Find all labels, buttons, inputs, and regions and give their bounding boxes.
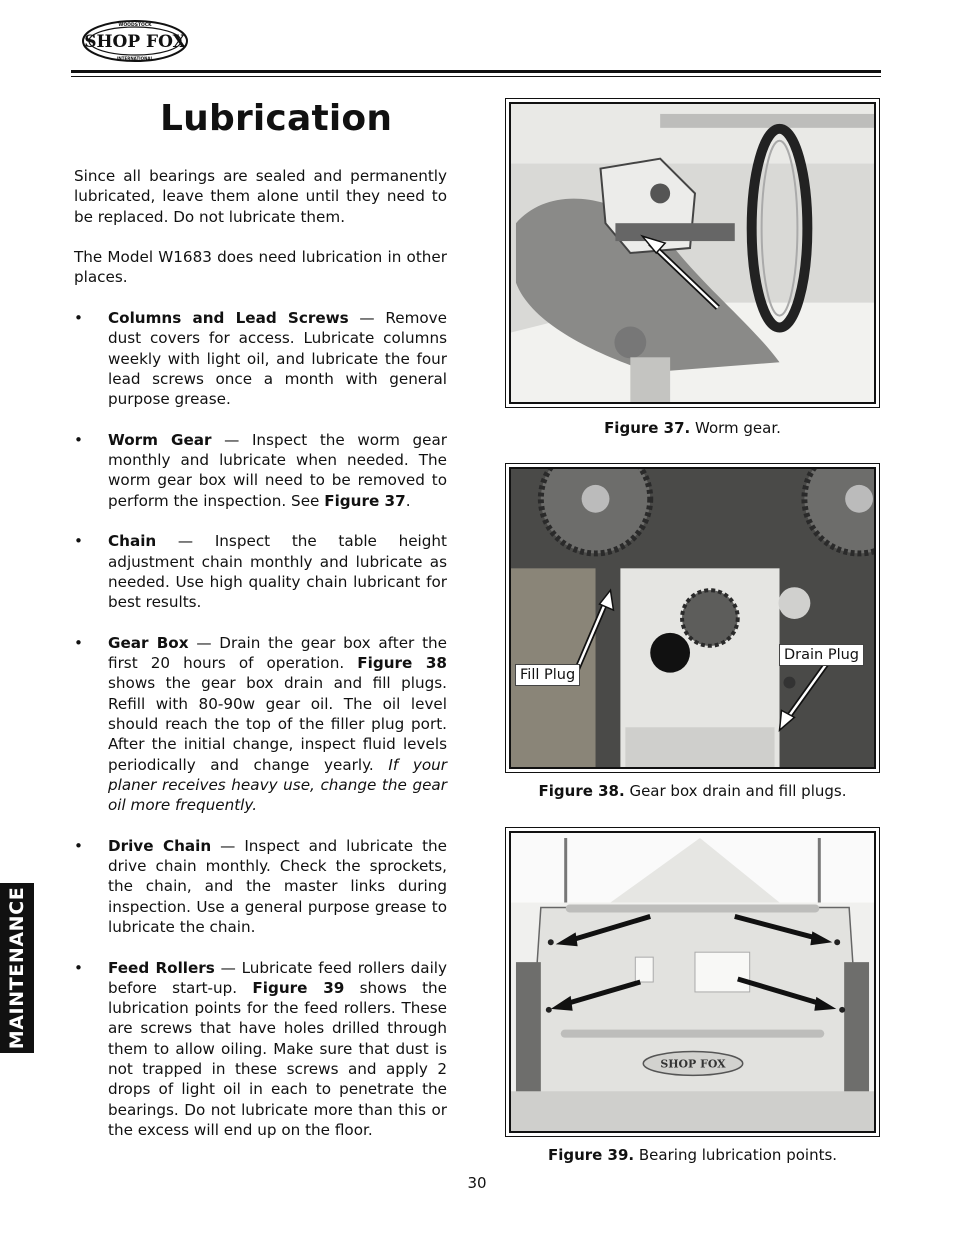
item-term: Drive Chain xyxy=(108,836,212,855)
intro-paragraph: The Model W1683 does need lubrication in other places. xyxy=(74,248,447,287)
body-text xyxy=(74,166,447,1161)
item-text: Inspect the worm gear monthly and lubricate when needed. The worm gear box will need to be removed to perform the inspection. See xyxy=(108,430,447,510)
bullet: • xyxy=(74,958,83,977)
item-text: Inspect the table height adjustment chain monthly and lubricate as needed. Use high quality chain lubricant for best results. xyxy=(108,532,447,612)
logo-ring-bottom: INTERNATIONAL xyxy=(116,56,154,61)
list-item-worm-gear xyxy=(74,430,447,511)
section-tab xyxy=(0,883,34,1053)
bullet: • xyxy=(74,309,83,328)
shop-fox-logo xyxy=(80,18,190,64)
page-title: Lubrication xyxy=(160,98,393,139)
item-italic-note: If your planer receives heavy use, change the gear oil more frequently. xyxy=(108,755,447,815)
lubrication-list xyxy=(74,308,447,1140)
item-text: Inspect and lubricate the drive chain monthly. Check the sprockets, the chain, and the master links during inspection. Use a general purpose grease to lubricate the chain. xyxy=(108,836,447,936)
header-rule-thin xyxy=(71,76,881,77)
item-text: Lubricate feed rollers daily before start-up. xyxy=(108,958,447,997)
list-item-columns xyxy=(74,308,447,409)
gear-box-photo xyxy=(511,469,874,767)
item-dash: — xyxy=(211,836,245,855)
item-text-after: . xyxy=(405,491,411,510)
figure-39-photo xyxy=(505,827,880,1137)
bullet: • xyxy=(74,532,83,551)
machine-shop-fox-label: SHOP FOX xyxy=(660,1057,726,1071)
header-rule xyxy=(71,70,881,73)
worm-gear-photo xyxy=(511,104,874,402)
figure-reference: Figure 37 xyxy=(324,491,406,510)
item-dash: — xyxy=(214,958,242,977)
list-item-feed-rollers xyxy=(74,958,447,1141)
figure-reference: Figure 39 xyxy=(252,978,345,997)
figure-caption-text: Worm gear. xyxy=(690,419,781,437)
fill-plug-callout: Fill Plug xyxy=(515,664,580,686)
item-dash: — xyxy=(188,633,220,652)
item-term: Feed Rollers xyxy=(108,958,215,977)
logo-ring-top: WOODSTOCK xyxy=(118,23,152,28)
figure-38-photo xyxy=(505,463,880,773)
figure-caption-text: Gear box drain and fill plugs. xyxy=(624,782,847,800)
figure-label: Figure 39. xyxy=(547,1146,635,1164)
bullet: • xyxy=(74,836,83,855)
page-number: 30 xyxy=(467,1174,487,1192)
section-tab-label: MAINTENANCE xyxy=(6,886,28,1050)
bullet: • xyxy=(74,430,83,449)
figure-label: Figure 38. xyxy=(538,782,625,800)
item-dash: — xyxy=(348,309,386,328)
figure-38-caption xyxy=(505,782,880,800)
figure-37-caption xyxy=(505,419,880,437)
item-dash: — xyxy=(211,430,252,449)
item-text: Remove dust covers for access. Lubricate columns weekly with light oil, and lubricate the four lead screws once a month with general purpose grease. xyxy=(108,309,447,409)
item-term: Worm Gear xyxy=(108,430,212,449)
figure-reference: Figure 38 xyxy=(357,654,447,673)
figure-label: Figure 37. xyxy=(604,419,691,437)
item-term: Gear Box xyxy=(108,633,189,652)
item-text: Drain the gear box after the first 20 hours of operation. xyxy=(108,633,447,673)
item-term: Columns and Lead Screws xyxy=(108,309,349,328)
list-item-drive-chain xyxy=(74,836,447,937)
list-item-gear-box xyxy=(74,633,447,816)
item-text-after: shows the gear box drain and fill plugs. Refill with 80-90w gear oil. The oil level should reach the top of the filler plug port. After the initial change, inspect fluid levels periodically and change yearly. xyxy=(108,674,447,774)
item-dash: — xyxy=(156,532,215,551)
planer-top-photo xyxy=(511,833,874,1131)
figure-caption-text: Bearing lubrication points. xyxy=(634,1146,838,1164)
figure-39-caption xyxy=(505,1146,880,1164)
intro-paragraph: Since all bearings are sealed and permanently lubricated, leave them alone until they need to be replaced. Do not lubricate them. xyxy=(74,167,447,226)
list-item-chain xyxy=(74,531,447,612)
figure-37-photo xyxy=(505,98,880,408)
item-text-after: shows the lubrication points for the feed rollers. These are screws that have holes drilled through them to allow oiling. Make sure that dust is not trapped in these screws and apply 2 drops of light oil in each to penetrate the bearings. Do not lubricate more than this or the excess will end up on the floor. xyxy=(108,978,448,1139)
drain-plug-callout: Drain Plug xyxy=(779,644,864,666)
bullet: • xyxy=(74,633,83,652)
item-term: Chain xyxy=(108,532,157,551)
logo-text: SHOP FOX xyxy=(84,32,186,52)
